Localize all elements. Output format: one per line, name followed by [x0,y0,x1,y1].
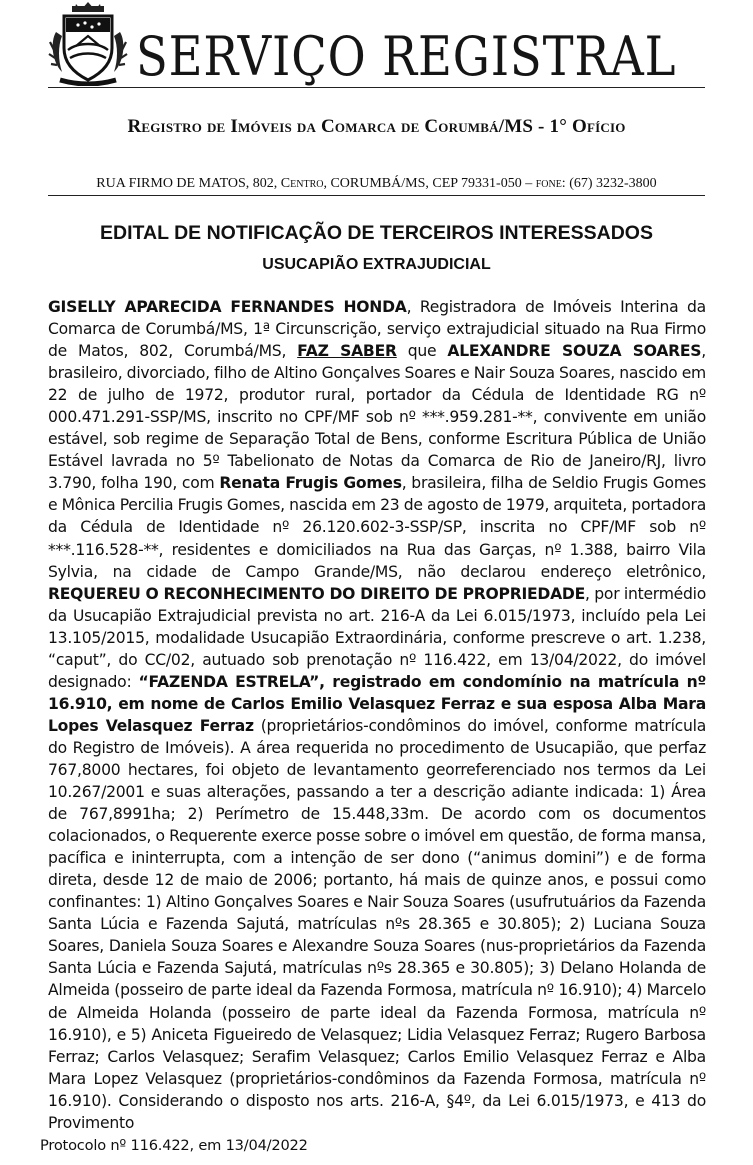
office-address: RUA FIRMO DE MATOS, 802, Centro, CORUMBÁ/MS, CEP 79331-050 – fone: (67) 3232-3800 [96,176,657,191]
applicant-name: ALEXANDRE SOUZA SOARES [447,342,702,361]
brand-title: SERVIÇO REGISTRAL [136,25,677,88]
body-segment: (proprietários-condôminos do imóvel, conforme matrícula do Registro de Imóveis). A área requerida no procedimento de Usucapião, que perfaz 767,8000 hectares, foi objeto de levantamento georreferenciado nos termos da Lei 10.267/2001 e suas alterações, passando a ter a descrição adiante indicada: 1) Área de 767,8991ha; 2) Perímetro de 15.448,33m. De acordo com os documentos colacionados, o Requerente exerce posse sobre o imóvel em questão, de forma mansa, pacífica e ininterrupta, com a intenção de ser dono (“animus domini”) e de forma direta, desde 12 de maio de 2006; portanto, há mais de quinze anos, e possui como confinantes: 1) Altino Gonçalves Soares e Nair Souza Soares (usufrutuários da Fazenda Santa Lúcia e Fazenda Sajutá, matrículas nºs 28.365 e 30.805); 2) Luciana Souza Soares, Daniela Souza Soares e Alexandre Souza Soares (nus-proprietários da Fazenda Santa Lúcia e Fazenda Sajutá, matrículas nºs 28.365 e 30.805); 3) Delano Holanda de Almeida (posseiro de parte ideal da Fazenda Formosa, matrícula nº 16.910); 4) Marcelo de Almeida Holanda (posseiro de parte ideal da Fazenda Formosa, matrícula nº 16.910), e 5) Aniceta Figueiredo de Velasquez; Lidia Velasquez Ferraz; Rugero Barbosa Ferraz; Carlos Velasquez; Serafim Velasquez; Carlos Emilio Velasquez Ferraz e Alba Mara Lopez Velasquez (proprietários-condôminos da Fazenda Formosa, matrícula nº 16.910). Considerando o disposto nos arts. 216-A, §4º, da Lei 6.015/1973, e 413 do Provimento [48,716,706,1132]
edital-title: EDITAL DE NOTIFICAÇÃO DE TERCEIROS INTERESSADOS [100,222,653,244]
letterhead [0,0,753,191]
body-segment: , Registradora de Imóveis Interina da Comarca de Corumbá/MS, 1ª Circunscrição, serviço extrajudicial situado na Rua Firmo de Matos, 802, Corumbá/MS, [48,298,706,361]
request-statement: REQUEREU O RECONHECIMENTO DO DIREITO DE PROPRIEDADE [48,584,586,603]
body-segment: , brasileiro, divorciado, filho de Altino Gonçalves Soares e Nair Souza Soares, nascido em 22 de julho de 1972, produtor rural, portador da Cédula de Identidade RG nº 000.471.291-SSP/MS, inscrito no CPF/MF sob nº ***.959.281-**, convivente em união estável, sob regime de Separação Total de Bens, conforme Escritura Pública de União Estável lavrada no 5º Tabelionato de Notas da Comarca de Rio de Janeiro/RJ, livro 3.790, folha 190, com [48,342,707,493]
body-segment: , brasileira, filha de Seldio Frugis Gomes e Mônica Percilia Frugis Gomes, nascida em 23 de agosto de 1979, arquiteta, portadora da Cédula de Identidade nº 26.120.602-3-SSP/SP, inscrita no CPF/MF sob nº ***.116.528-**, residentes e domiciliados na Rua das Garças, nº 1.388, bairro Vila Sylvia, na cidade de Campo Grande/MS, não declarou endereço eletrônico, [48,474,706,581]
protocol-number: Protocolo nº 116.422, em 13/04/2022 [40,1137,308,1154]
property-designation: “FAZENDA ESTRELA”, registrado em condomínio na matrícula nº 16.910, em nome de Carlos Emilio Velasquez Ferraz e sua esposa Alba Mara Lopes Velasquez Ferraz [48,672,707,735]
registrar-name: GISELLY APARECIDA FERNANDES HONDA [48,298,407,316]
edital-body [48,296,706,1134]
header-divider [48,87,705,88]
edital-subtitle: USUCAPIÃO EXTRAJUDICIAL [262,256,491,273]
partner-name: Renata Frugis Gomes [219,474,402,493]
body-segment: que [396,342,448,361]
address-divider [48,195,705,196]
coat-of-arms-emblem [48,2,128,86]
body-segment: , por intermédio da Usucapião Extrajudicial prevista no art. 216-A da Lei 6.015/1973, incluído pela Lei 13.105/2015, modalidade Usucapião Extraordinária, conforme prescreve o art. 1.238, “caput”, do CC/02, autuado sob prenotação nº 116.422, em 13/04/2022, do imóvel designado: [48,584,706,691]
office-name: Registro de Imóveis da Comarca de Corumbá/MS - 1° Ofício [127,116,626,137]
faz-saber: FAZ SABER [297,342,397,361]
